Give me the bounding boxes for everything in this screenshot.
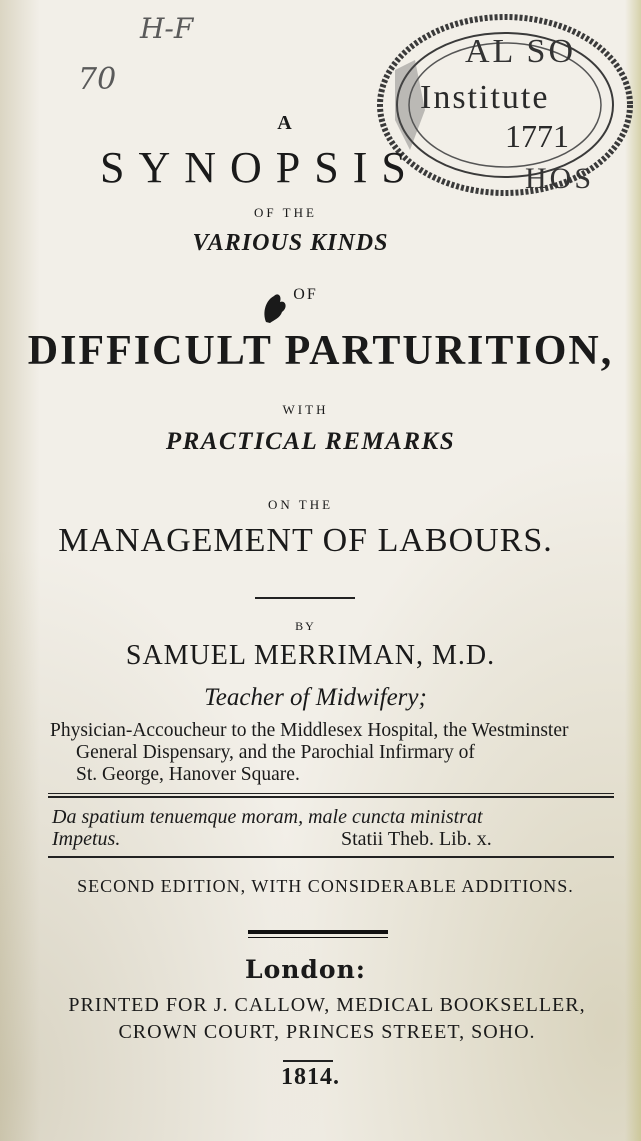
manuscript-number: 70 <box>78 62 117 97</box>
epigraph-citation: Statii Theb. Lib. x. <box>341 828 492 850</box>
affiliation-line: St. George, Hanover Square. <box>76 764 300 785</box>
divider-rule <box>255 597 355 599</box>
title-management: MANAGEMENT OF LABOURS. <box>58 522 553 559</box>
stamp-year: 1771 <box>505 118 569 154</box>
manuscript-annotation <box>78 4 218 104</box>
title-practical-remarks: PRACTICAL REMARKS <box>165 428 456 455</box>
author-title: Teacher of Midwifery; <box>204 684 427 711</box>
title-article: A <box>277 112 294 134</box>
title-with: WITH <box>282 402 329 417</box>
title-difficult-parturition: DIFFICULT PARTURITION, <box>27 328 614 374</box>
divider-rule <box>48 856 614 858</box>
edition-statement: SECOND EDITION, WITH CONSIDERABLE ADDITIONS. <box>77 876 574 896</box>
affiliation-line: General Dispensary, and the Parochial Infirmary of <box>76 742 475 763</box>
title-by: BY <box>295 619 316 633</box>
imprint-place: London: <box>245 955 366 984</box>
title-on-the: ON THE <box>267 497 334 512</box>
stamp-top-arc: AL SO <box>465 33 577 70</box>
epigraph <box>52 806 612 850</box>
affiliation-line: Physician-Accoucheur to the Middlesex Hospital, the Westminster <box>50 720 569 741</box>
author-affiliation <box>50 720 610 786</box>
title-various-kinds: VARIOUS KINDS <box>192 230 389 256</box>
stamp-institution: Institute <box>420 79 550 116</box>
imprint <box>32 992 622 1046</box>
title-of-the: OF THE <box>254 205 317 220</box>
imprint-year: 1814. <box>281 1064 340 1090</box>
stamp-bottom-arc: HOS <box>525 162 595 195</box>
imprint-line: CROWN COURT, PRINCES STREET, SOHO. <box>118 1021 536 1043</box>
divider-rule <box>248 937 388 938</box>
title-synopsis: SYNOPSIS <box>100 143 420 192</box>
epigraph-line: Da spatium tenuemque moram, male cuncta ministrat <box>52 806 483 828</box>
divider-rule <box>248 930 388 934</box>
imprint-line: PRINTED FOR J. CALLOW, MEDICAL BOOKSELLER, <box>68 994 586 1016</box>
author-name: SAMUEL MERRIMAN, M.D. <box>125 640 496 671</box>
title-of: OF <box>293 286 318 303</box>
manuscript-mark: H-F <box>140 12 194 45</box>
divider-rule <box>283 1060 333 1062</box>
divider-rule <box>48 793 614 794</box>
epigraph-line: Impetus. <box>52 828 121 850</box>
divider-rule <box>48 796 614 798</box>
